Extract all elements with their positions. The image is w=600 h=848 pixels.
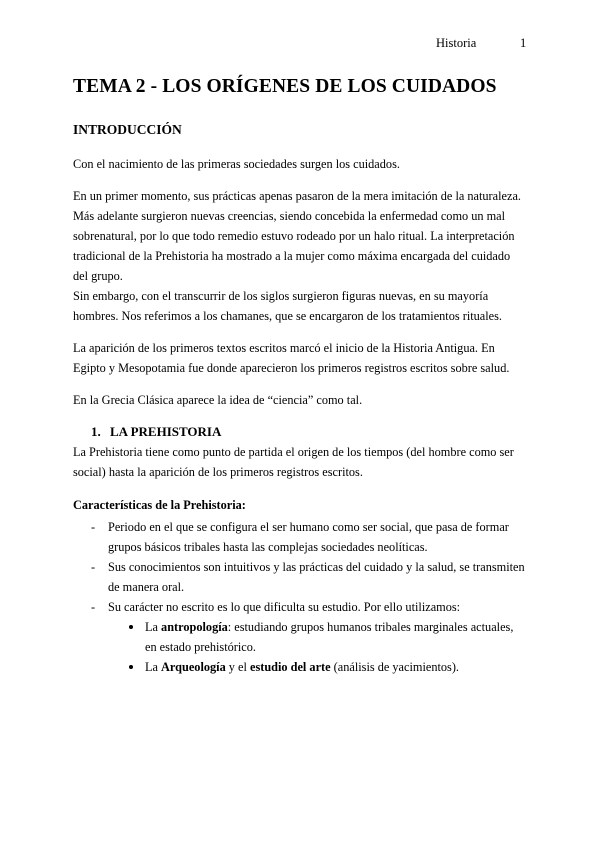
term-antropologia: antropología [161,620,228,634]
section-paragraph: La Prehistoria tiene como punto de partida el origen de los tiempos (del hombre como ser social) hasta la aparición de los primeros registros escritos. [73,445,514,479]
sub-item-text: y el [225,660,250,674]
sub-item-text: La [145,620,162,634]
characteristics-heading: Características de la Prehistoria: [73,498,246,512]
intro-paragraph-5: En la Grecia Clásica aparece la idea de “ciencia” como tal. [73,393,363,407]
sub-list-item [108,617,525,657]
dash-bullet: - [91,600,96,614]
sub-item-text: La [145,660,162,674]
list-item-text: Periodo en el que se configura el ser humano como ser social, que pasa de formar grupos básicos tribales hasta las complejas sociedades neolíticas. [108,520,509,554]
section-number: 1. [91,424,101,439]
header-title: Historia [436,36,477,50]
list-item [73,597,525,677]
term-arqueologia: Arqueología [161,660,226,674]
sub-list-item [108,657,525,677]
list-item [73,517,525,557]
term-estudio-arte: estudio del arte [249,660,331,674]
intro-paragraph-2: En un primer momento, sus prácticas apenas pasaron de la mera imitación de la naturaleza. Más adelante surgieron nuevas creencias, siendo concebida la enfermedad como un mal sobrenatural, por lo que todo remedio estuvo rodeado por un halo ritual. La interpretación tradicional de la Prehistoria ha mostrado a la mujer como máxima encargada del cuidado del grupo. [73,189,521,283]
intro-paragraph-4: La aparición de los primeros textos escritos marcó el inicio de la Historia Antigua. En Egipto y Mesopotamia fue donde aparecieron los primeros registros escritos sobre salud. [73,341,510,375]
list-item-text: Sus conocimientos son intuitivos y las prácticas del cuidado y la salud, se transmiten de manera oral. [108,560,525,594]
document-title: TEMA 2 - LOS ORÍGENES DE LOS CUIDADOS [73,76,497,97]
list-item-text: Su carácter no escrito es lo que dificulta su estudio. Por ello utilizamos: [108,600,461,614]
page-number: 1 [520,36,527,50]
sub-item-text: (análisis de yacimientos). [330,660,459,674]
intro-heading: INTRODUCCIÓN [73,122,182,137]
intro-paragraph-3: Sin embargo, con el transcurrir de los siglos surgieron figuras nuevas, en su mayoría hombres. Nos referimos a los chamanes, que se encargaron de los tratamientos rituales. [73,289,503,323]
page-header [0,36,600,54]
section-heading-prehistoria [73,422,525,442]
methods-list [108,617,525,677]
list-item [73,557,525,597]
dash-bullet: - [91,560,96,574]
sub-item-text: : estudiando grupos humanos tribales marginales actuales, en estado prehistórico. [145,620,514,654]
bullet-dot-icon [129,625,133,629]
dash-bullet: - [91,520,96,534]
intro-paragraph-1: Con el nacimiento de las primeras sociedades surgen los cuidados. [73,157,400,171]
bullet-dot-icon [129,665,133,669]
section-title: LA PREHISTORIA [110,424,222,439]
characteristics-list [73,517,525,677]
document-body [73,74,525,677]
